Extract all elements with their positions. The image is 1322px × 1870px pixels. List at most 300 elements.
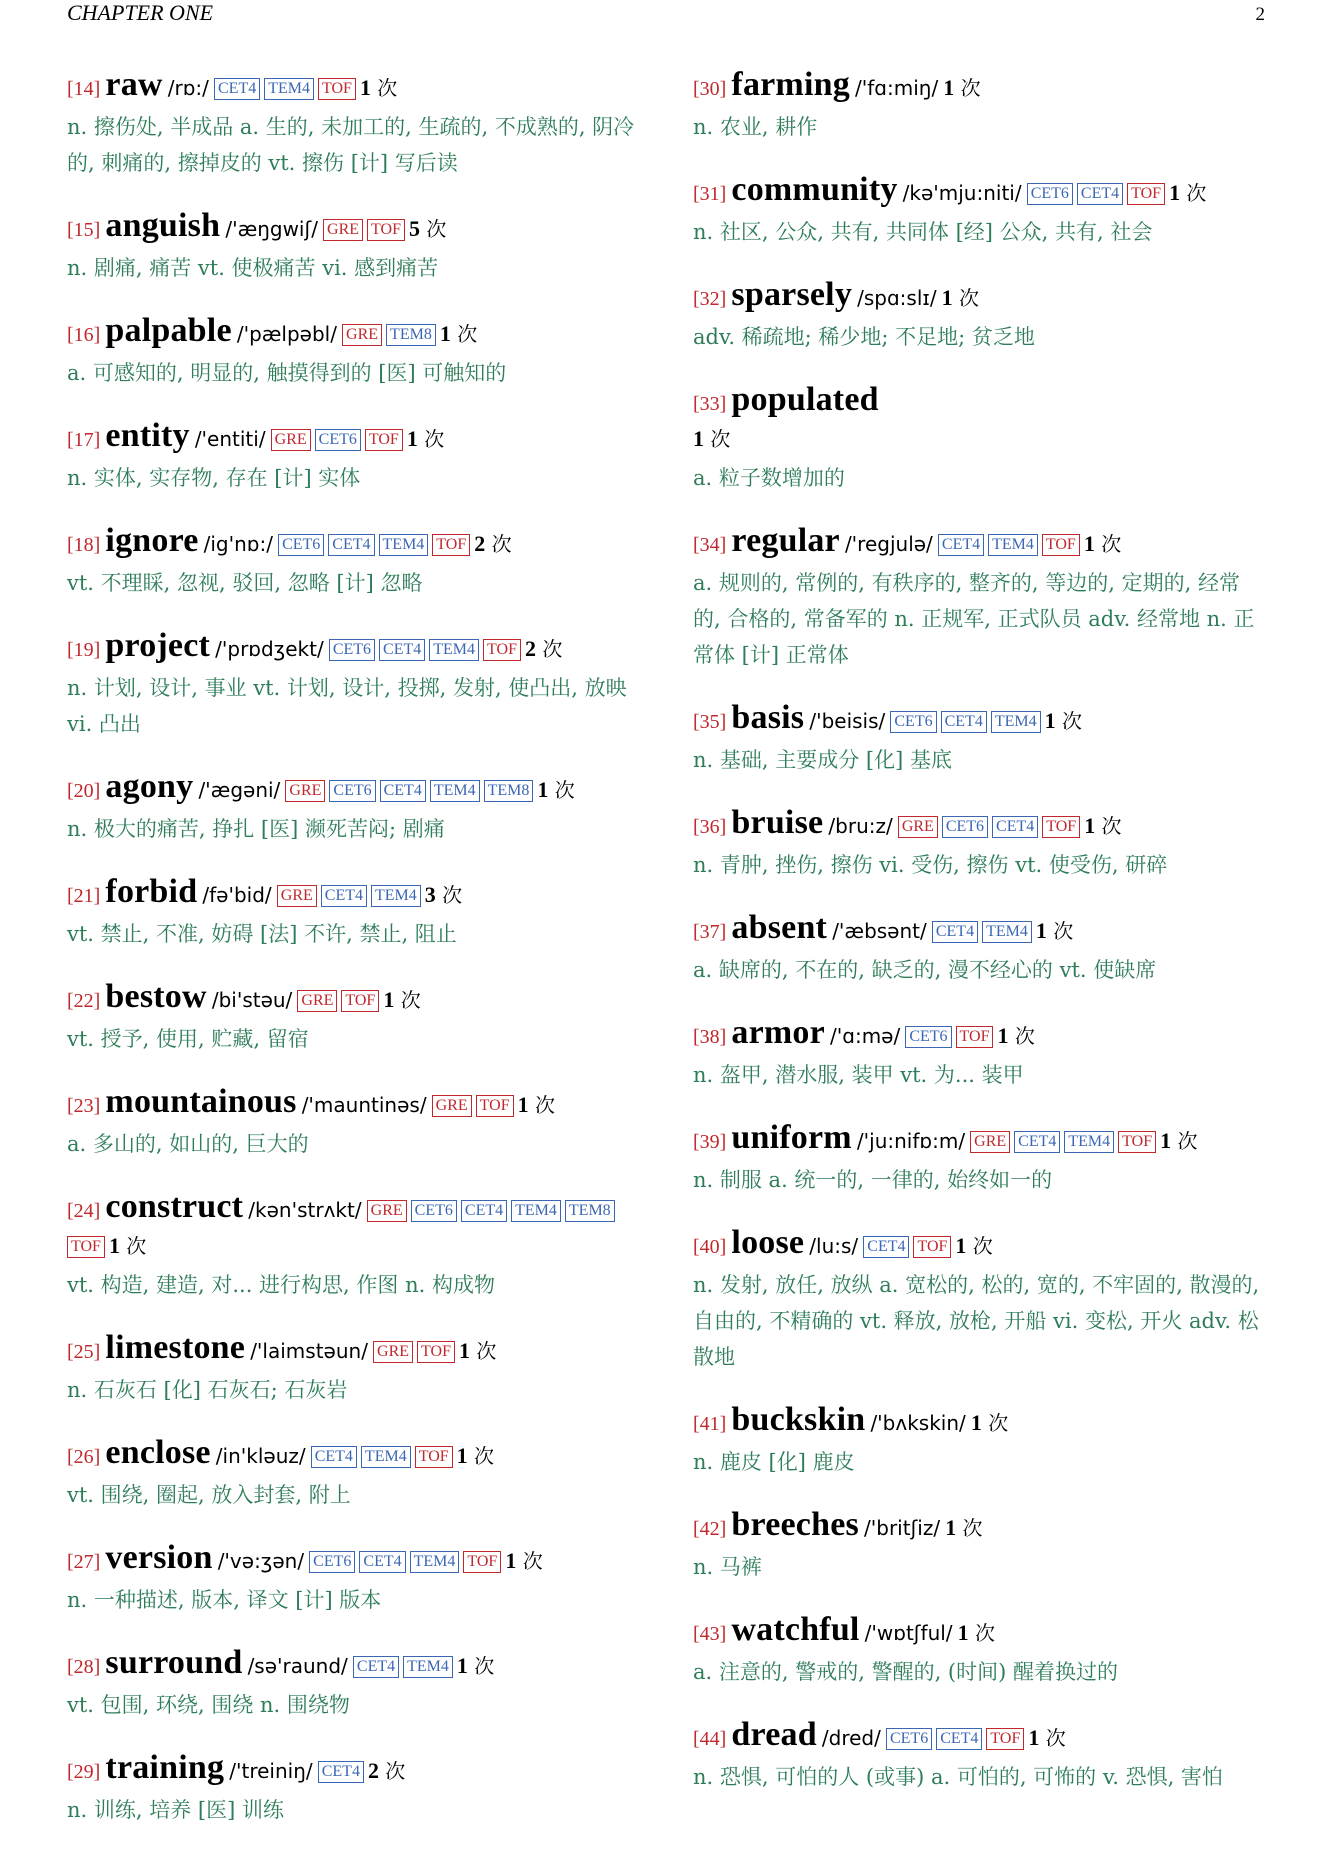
definition: vt. 授予, 使用, 贮藏, 留宿 [67,1027,309,1051]
pronunciation: /in'kləuz/ [215,1444,306,1468]
count-unit: 次 [962,1516,983,1540]
count-unit: 次 [960,76,981,100]
count-value: 1 [1160,1128,1172,1153]
pronunciation: /'britʃiz/ [864,1516,941,1540]
entry-number: [36] [693,816,727,838]
vocab-entry [693,68,1265,145]
headword: regular [731,522,840,559]
count-value: 1 [517,1092,529,1117]
exam-tag: GRE [285,780,325,802]
definition: n. 社区, 公众, 共有, 共同体 [经] 公众, 共有, 社会 [693,220,1153,244]
exam-tag: TEM8 [484,780,534,802]
headword: forbid [105,873,198,910]
exam-tag: TEM4 [430,780,480,802]
pronunciation: /'mauntinəs/ [301,1093,427,1117]
entry-number: [28] [67,1656,101,1678]
definition: a. 可感知的, 明显的, 触摸得到的 [医] 可触知的 [67,361,507,385]
exam-tag: TOF [1042,534,1080,556]
pronunciation: /'æbsənt/ [832,919,927,943]
exam-tag: CET6 [329,780,375,802]
vocab-entry [693,1718,1265,1795]
exam-tag: CET6 [278,534,324,556]
entry-headline [693,1226,1265,1265]
count-unit: 次 [972,1234,993,1258]
count-unit: 次 [710,427,731,451]
exam-tag: TEM4 [1064,1131,1114,1153]
pronunciation: /'laimstəun/ [250,1339,368,1363]
entry-number: [37] [693,921,727,943]
headword: buckskin [731,1401,866,1438]
definition: a. 粒子数增加的 [693,466,845,490]
occurrence-count [459,1339,496,1363]
occurrence-count [440,322,477,346]
entry-number: [23] [67,1095,101,1117]
count-unit: 次 [1101,814,1122,838]
entry-number: [26] [67,1446,101,1468]
exam-tag: CET6 [411,1200,457,1222]
definition: n. 基础, 主要成分 [化] 基底 [693,748,952,772]
exam-tag: CET4 [461,1200,507,1222]
exam-tag: TOF [341,990,379,1012]
pronunciation: /rɒ:/ [167,76,209,100]
headword: community [731,171,898,208]
count-unit: 次 [426,217,447,241]
pronunciation: /'beisis/ [809,709,886,733]
definition: n. 农业, 耕作 [693,115,818,139]
pronunciation: /'prɒdʒekt/ [215,637,324,661]
count-value: 2 [524,636,536,661]
entry-headline [693,173,1265,212]
headword: construct [105,1188,244,1225]
pronunciation: /'æŋgwiʃ/ [225,217,318,241]
entry-headline [67,68,639,107]
entry-headline [67,1541,639,1580]
entry-number: [16] [67,324,101,346]
definition: n. 剧痛, 痛苦 vt. 使极痛苦 vi. 感到痛苦 [67,256,439,280]
occurrence-count [505,1549,542,1573]
entry-headline [693,1403,1265,1442]
pronunciation: /spɑ:slɪ/ [857,286,937,310]
count-value: 1 [537,777,549,802]
exam-tag: TOF [367,219,405,241]
exam-tag: CET4 [353,1656,399,1678]
exam-tag: CET6 [329,639,375,661]
entry-headline [67,314,639,353]
vocab-entry [67,1751,639,1828]
pronunciation: /'ɑ:mə/ [830,1024,901,1048]
count-value: 1 [693,426,704,451]
entry-headline [693,806,1265,845]
vocab-entry [67,1085,639,1162]
count-value: 2 [367,1758,379,1783]
chapter-title: CHAPTER ONE [67,0,214,25]
entry-number: [33] [693,393,727,415]
count-value: 1 [997,1023,1009,1048]
count-unit: 次 [1177,1129,1198,1153]
exam-tag: TOF [986,1728,1024,1750]
exam-tag: CET4 [938,534,984,556]
exam-tag: TEM4 [361,1446,411,1468]
entry-number: [29] [67,1761,101,1783]
occurrence-count [1084,814,1121,838]
entry-headline [67,875,639,914]
definition: n. 一种描述, 版本, 译文 [计] 版本 [67,1588,382,1612]
count-value: 1 [505,1548,517,1573]
pronunciation: /kə'mju:niti/ [902,181,1022,205]
count-unit: 次 [476,1339,497,1363]
headword: populated [731,381,879,418]
exam-tag: CET6 [905,1026,951,1048]
entry-number: [20] [67,780,101,802]
count-unit: 次 [988,1411,1009,1435]
count-value: 1 [1084,813,1096,838]
vocab-entry [693,1226,1265,1375]
definition: vt. 包围, 环绕, 围绕 n. 围绕物 [67,1693,350,1717]
headword: loose [731,1224,805,1261]
entry-headline [693,1718,1265,1757]
count-unit: 次 [1186,181,1207,205]
occurrence-count [945,1516,982,1540]
exam-tag: GRE [898,816,938,838]
entry-number: [32] [693,288,727,310]
entry-number: [42] [693,1518,727,1540]
definition: a. 注意的, 警戒的, 警醒的, (时间) 醒着换过的 [693,1660,1118,1684]
count-value: 1 [943,75,955,100]
exam-tag: TOF [415,1446,453,1468]
entry-number: [21] [67,885,101,907]
entry-number: [41] [693,1413,727,1435]
pronunciation: /'entiti/ [194,427,266,451]
entry-headline [693,524,1265,563]
occurrence-count [1045,709,1082,733]
headword: basis [731,699,805,736]
count-unit: 次 [554,778,575,802]
vocab-entry [67,770,639,847]
entry-number: [24] [67,1200,101,1222]
exam-tag: TEM4 [403,1656,453,1678]
pronunciation: /sə'raund/ [247,1654,348,1678]
count-value: 1 [108,1233,120,1258]
exam-tag: CET4 [941,711,987,733]
exam-tag: TEM4 [371,885,421,907]
occurrence-count [368,1759,405,1783]
exam-tag: TEM4 [991,711,1041,733]
count-unit: 次 [491,532,512,556]
entry-number: [22] [67,990,101,1012]
vocab-entry [693,278,1265,355]
count-value: 1 [439,321,451,346]
definition: n. 青肿, 挫伤, 擦伤 vi. 受伤, 擦伤 vt. 使受伤, 研碎 [693,853,1168,877]
count-value: 1 [359,75,371,100]
vocab-entry [693,1016,1265,1093]
count-unit: 次 [400,988,421,1012]
headword: raw [105,66,163,103]
entry-headline [693,1613,1265,1652]
exam-tag: TEM4 [511,1200,561,1222]
entry-headline [693,1016,1265,1055]
pronunciation: /'və:ʒən/ [217,1549,305,1573]
occurrence-count [457,1654,494,1678]
exam-tag: GRE [271,429,311,451]
count-unit: 次 [1061,709,1082,733]
exam-tag: CET4 [321,885,367,907]
vocab-entry [67,419,639,496]
entry-number: [17] [67,429,101,451]
exam-tag: TOF [1042,816,1080,838]
entry-headline [67,419,639,458]
exam-tag: CET6 [315,429,361,451]
occurrence-count [1084,532,1121,556]
occurrence-count [457,1444,494,1468]
entry-headline [693,278,1265,317]
exam-tag: TEM4 [429,639,479,661]
exam-tag: TOF [67,1236,105,1258]
definition: n. 实体, 实存物, 存在 [计] 实体 [67,466,361,490]
count-unit: 次 [457,322,478,346]
headword: absent [731,909,828,946]
entry-number: [39] [693,1131,727,1153]
exam-tag: CET4 [932,921,978,943]
vocab-entry [67,629,639,742]
exam-tag: CET4 [311,1446,357,1468]
count-unit: 次 [424,427,445,451]
pronunciation: /'bʌkskin/ [870,1411,966,1435]
entry-headline [693,1121,1265,1160]
headword: armor [731,1014,825,1051]
occurrence-count [537,778,574,802]
entry-number: [43] [693,1623,727,1645]
page-number: 2 [1255,4,1265,25]
pronunciation: /'ægəni/ [198,778,281,802]
entry-headline [67,1646,639,1685]
headword: sparsely [731,276,853,313]
right-column [693,68,1265,1856]
count-value: 1 [1028,1725,1040,1750]
pronunciation: /'treiniŋ/ [229,1759,313,1783]
count-value: 1 [970,1410,982,1435]
count-value: 1 [955,1233,967,1258]
headword: breeches [731,1506,859,1543]
exam-tag: TOF [318,78,356,100]
exam-tag: TOF [956,1026,994,1048]
entry-headline [67,1331,639,1370]
pronunciation: /'ju:nifɒ:m/ [856,1129,966,1153]
occurrence-count [425,883,462,907]
count-value: 1 [456,1443,468,1468]
vocab-entry [693,1403,1265,1480]
vocab-entry [67,1331,639,1408]
vocab-entry [693,173,1265,250]
occurrence-count [360,76,397,100]
left-column [67,68,639,1856]
occurrence-count [1169,181,1206,205]
exam-tag: CET6 [942,816,988,838]
pronunciation: /'pælpəbl/ [236,322,337,346]
definition: vt. 围绕, 圈起, 放入封套, 附上 [67,1483,351,1507]
definition: n. 制服 a. 统一的, 一律的, 始终如一的 [693,1168,1053,1192]
pronunciation: /kən'strʌkt/ [248,1198,362,1222]
entry-headline [67,524,639,563]
vocab-entry [67,1436,639,1513]
exam-tag: GRE [970,1131,1010,1153]
entry-number: [31] [693,183,727,205]
exam-tag: GRE [373,1341,413,1363]
headword: training [105,1749,225,1786]
pronunciation: /bru:z/ [828,814,893,838]
definition: n. 恐惧, 可怕的人 (或事) a. 可怕的, 可怖的 v. 恐惧, 害怕 [693,1765,1223,1789]
count-value: 1 [458,1338,470,1363]
headword: palpable [105,312,232,349]
occurrence-count [525,637,562,661]
vocab-entry [67,68,639,181]
vocab-entry [693,383,1265,496]
occurrence-count [383,988,420,1012]
entry-number: [35] [693,711,727,733]
definition: n. 发射, 放任, 放纵 a. 宽松的, 松的, 宽的, 不牢固的, 散漫的, 自由的, 不精确的 vt. 释放, 放枪, 开船 vi. 变松, 开火 adv. 松散地 [693,1273,1260,1369]
count-value: 1 [941,285,953,310]
vocab-entry [67,1646,639,1723]
headword: agony [105,768,194,805]
entry-number: [18] [67,534,101,556]
count-unit: 次 [1045,1726,1066,1750]
occurrence-count [942,286,979,310]
exam-tag: TOF [1118,1131,1156,1153]
entry-headline [67,1436,639,1475]
definition: a. 规则的, 常例的, 有秩序的, 整齐的, 等边的, 定期的, 经常的, 合格的, 常备军的 n. 正规军, 正式队员 adv. 经常地 n. 正常体 [计] 正常体 [693,571,1255,667]
exam-tag: TEM4 [410,1551,460,1573]
page-header [67,0,1265,30]
exam-tag: CET4 [318,1761,364,1783]
vocab-entry [693,701,1265,778]
definition: n. 鹿皮 [化] 鹿皮 [693,1450,855,1474]
pronunciation: /'fɑ:miŋ/ [855,76,939,100]
exam-tag: TOF [463,1551,501,1573]
exam-tag: TEM4 [379,534,429,556]
headword: uniform [731,1119,852,1156]
exam-tag: CET6 [309,1551,355,1573]
headword: bruise [731,804,824,841]
count-value: 1 [945,1515,957,1540]
headword: dread [731,1716,817,1753]
exam-tag: CET4 [936,1728,982,1750]
entry-number: [34] [693,534,727,556]
occurrence-count [518,1093,555,1117]
definition: a. 多山的, 如山的, 巨大的 [67,1132,309,1156]
entry-number: [19] [67,639,101,661]
vocab-entry [693,911,1265,988]
occurrence-count [1036,919,1073,943]
vocab-entry [693,1508,1265,1585]
headword: project [105,627,211,664]
occurrence-count [997,1024,1034,1048]
entry-headline [67,1085,639,1124]
count-unit: 次 [522,1549,543,1573]
occurrence-count [955,1234,992,1258]
vocab-entry [693,806,1265,883]
pronunciation: /dred/ [821,1726,881,1750]
entry-headline [693,701,1265,740]
exam-tag: GRE [367,1200,407,1222]
entry-number: [14] [67,78,101,100]
exam-tag: TOF [913,1236,951,1258]
vocab-entry [693,1613,1265,1690]
count-unit: 次 [959,286,980,310]
occurrence-count [409,217,446,241]
count-unit: 次 [542,637,563,661]
definition: n. 训练, 培养 [医] 训练 [67,1798,284,1822]
occurrence-count [1028,1726,1065,1750]
exam-tag: CET4 [1077,183,1123,205]
vocab-entry [67,209,639,286]
entry-number: [15] [67,219,101,241]
count-value: 2 [474,531,486,556]
vocab-entry [67,314,639,391]
vocab-entry [67,1190,639,1303]
entry-headline [693,383,1265,458]
headword: ignore [105,522,199,559]
vocab-entry [67,875,639,952]
entry-headline [67,1751,639,1790]
count-value: 1 [1083,531,1095,556]
count-unit: 次 [474,1444,494,1468]
pronunciation: /ig'nɒ:/ [203,532,273,556]
exam-tag: CET4 [359,1551,405,1573]
count-value: 1 [383,987,395,1012]
definition: n. 马裤 [693,1555,762,1579]
headword: watchful [731,1611,860,1648]
entry-number: [44] [693,1728,727,1750]
exam-tag: GRE [323,219,363,241]
occurrence-count [958,1621,995,1645]
exam-tag: TEM4 [982,921,1032,943]
entry-headline [67,770,639,809]
exam-tag: CET4 [1014,1131,1060,1153]
exam-tag: CET6 [890,711,936,733]
exam-tag: TOF [432,534,470,556]
exam-tag: GRE [432,1095,472,1117]
headword: enclose [105,1434,211,1471]
exam-tag: GRE [277,885,317,907]
exam-tag: TOF [417,1341,455,1363]
definition: n. 盔甲, 潜水服, 装甲 vt. 为... 装甲 [693,1063,1024,1087]
count-unit: 次 [1014,1024,1035,1048]
exam-tag: TOF [365,429,403,451]
definition: vt. 不理睬, 忽视, 驳回, 忽略 [计] 忽略 [67,571,423,595]
entry-headline [693,68,1265,107]
count-value: 1 [957,1620,969,1645]
count-value: 1 [1044,708,1056,733]
count-value: 3 [424,882,436,907]
count-unit: 次 [534,1093,555,1117]
exam-tag: CET6 [1027,183,1073,205]
entry-headline [67,209,639,248]
count-unit: 次 [474,1654,495,1678]
vocab-entry [693,524,1265,673]
headword: version [105,1539,213,1576]
pronunciation: /'regjulə/ [844,532,933,556]
count-unit: 次 [442,883,463,907]
definition: vt. 构造, 建造, 对... 进行构思, 作图 n. 构成物 [67,1273,495,1297]
exam-tag: TOF [483,639,521,661]
occurrence-count [109,1234,146,1258]
count-unit: 次 [385,1759,406,1783]
exam-tag: TEM8 [386,324,436,346]
entry-number: [27] [67,1551,101,1573]
exam-tag: GRE [297,990,337,1012]
vocabulary-columns [67,68,1265,1856]
definition: n. 极大的痛苦, 挣扎 [医] 濒死苦闷; 剧痛 [67,817,445,841]
exam-tag: TOF [1127,183,1165,205]
